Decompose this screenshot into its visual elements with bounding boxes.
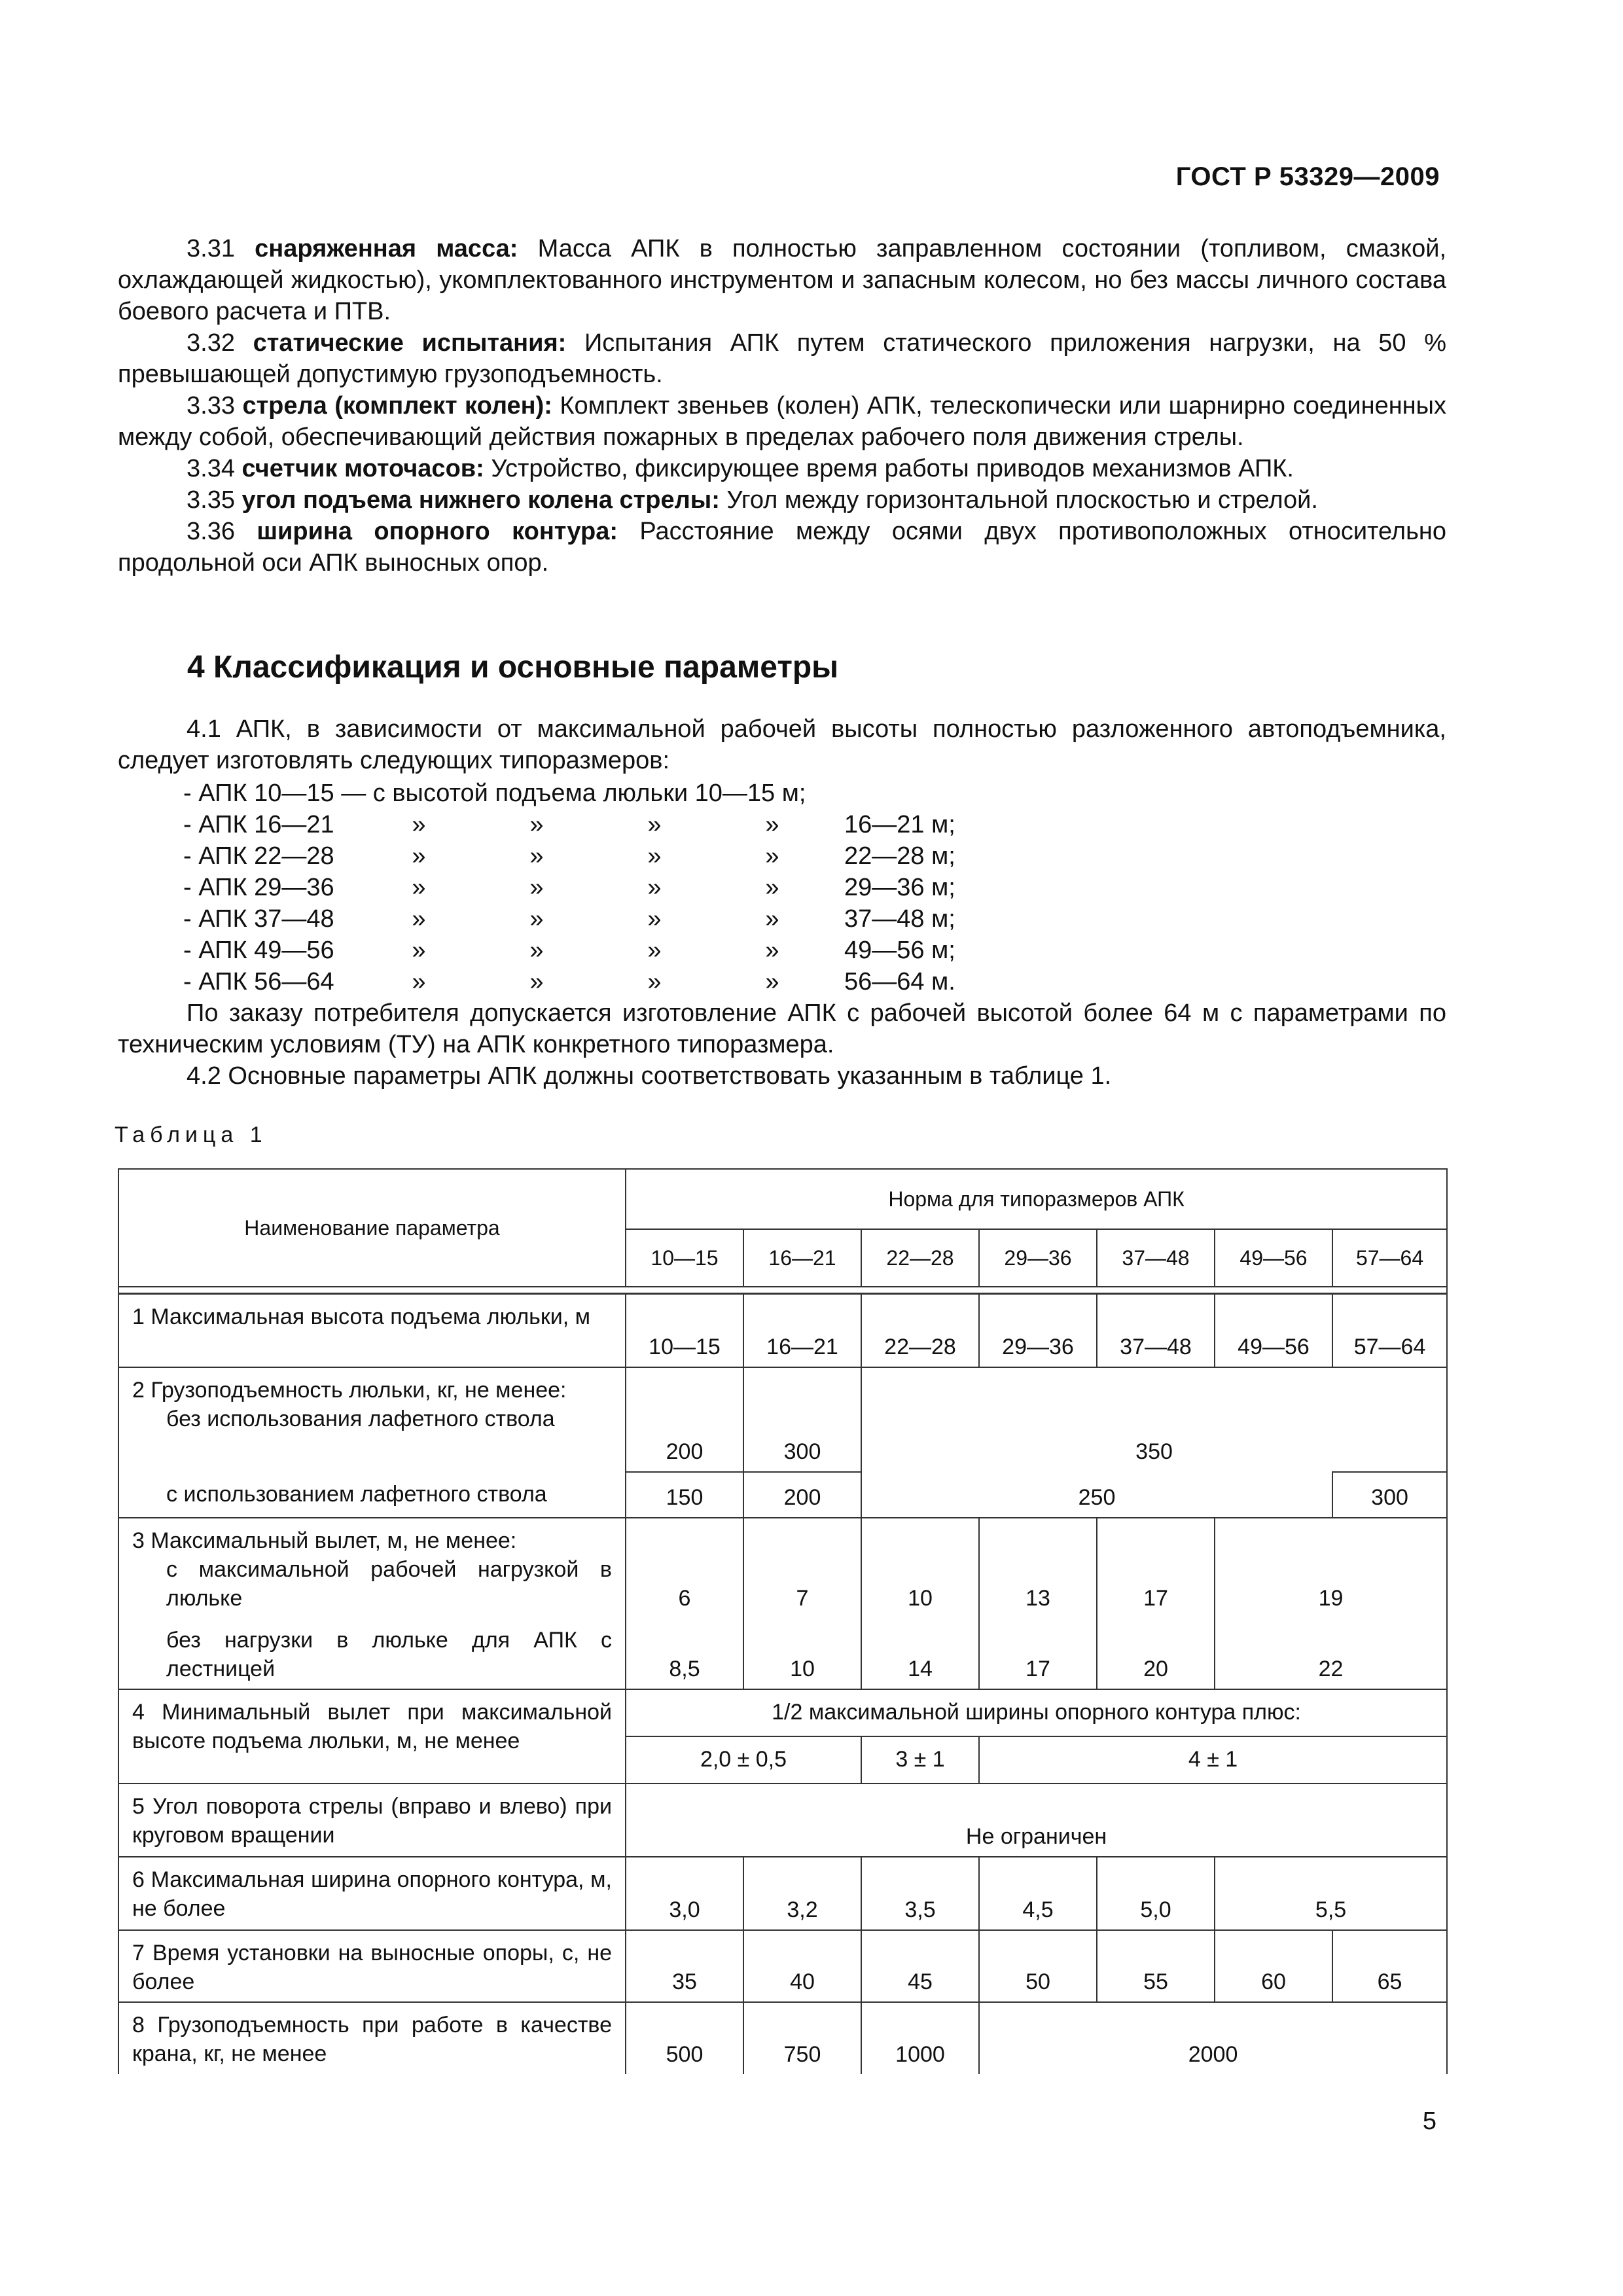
definition-term: снаряженная масса: [255, 235, 518, 262]
definition-text: Комплект звеньев (колен) АПК, телескопически или шарнирно соединенных между собой, обеспечивающий действия пожарных в пределах рабочего поля движения стрелы. [118, 392, 1446, 451]
ditto-mark: » [765, 874, 779, 901]
ditto-mark: » [765, 968, 779, 996]
table-cell: 750 [743, 2002, 861, 2074]
clause-4-1-text: 4.1 АПК, в зависимости от максимальной рабочей высоты полностью разложенного автоподъемника, следует изготовлять следующих типоразмеров: [118, 715, 1446, 774]
definition-text: Испытания АПК путем статического приложения нагрузки, на 50 % превышающей допустимую грузоподъемность. [118, 329, 1447, 388]
ditto-mark: » [765, 811, 779, 838]
definition-3-31 [118, 233, 1446, 327]
table-cell: 300 [743, 1367, 861, 1472]
row-subname: с максимальной рабочей нагрузкой в люльке [166, 1556, 612, 1611]
table-cell: 17 [1097, 1518, 1215, 1618]
definitions-block [118, 233, 1446, 579]
row-name-text: 3 Максимальный вылет, м, не менее: [132, 1528, 517, 1553]
definition-text: Угол между горизонтальной плоскостью и стрелой. [719, 486, 1318, 514]
row-name: 5 Угол поворота стрелы (вправо и влево) при круговом вращении [118, 1784, 626, 1857]
table-row [118, 2002, 1447, 2074]
row-subname: с использованием лафетного ствола [166, 1481, 547, 1507]
table-cell: 5,5 [1215, 1857, 1447, 1930]
row-name [118, 1618, 626, 1689]
document-code: ГОСТ Р 53329—2009 [1175, 162, 1440, 191]
clause-4-1 [118, 713, 1446, 776]
table-cell: 10—15 [626, 1294, 743, 1367]
ditto-mark: » [412, 937, 426, 964]
table-cell: 17 [979, 1618, 1097, 1689]
table-cell: 35 [626, 1930, 743, 2002]
header-norm: Норма для типоразмеров АПК [626, 1169, 1447, 1229]
list-item [183, 872, 955, 903]
list-item [183, 935, 955, 966]
table-cell: 50 [979, 1930, 1097, 2002]
row-name: 6 Максимальная ширина опорного контура, м, не более [118, 1857, 626, 1930]
header-size: 49—56 [1215, 1229, 1332, 1287]
table-row [118, 1472, 1447, 1518]
definition-term: статические испытания: [253, 329, 567, 357]
ditto-mark: » [412, 842, 426, 870]
table-cell: 7 [743, 1518, 861, 1618]
size-range: 16—21 м; [844, 811, 955, 838]
section-heading: 4 Классификация и основные параметры [187, 650, 839, 685]
table-cell: 350 [861, 1367, 1447, 1472]
ditto-mark: » [529, 811, 544, 838]
ditto-mark: » [647, 937, 662, 964]
table-cell: 19 [1215, 1518, 1447, 1618]
size-model: - АПК 16—21 [183, 811, 334, 838]
row-subname: без нагрузки в люльке для АПК с лестницей [166, 1627, 612, 1681]
ditto-mark: » [647, 905, 662, 933]
ditto-mark: » [529, 968, 544, 996]
size-model: - АПК 56—64 [183, 968, 334, 996]
table-row [118, 1857, 1447, 1930]
definition-text: Расстояние между осями двух противоположных относительно продольной оси АПК выносных опор. [118, 518, 1446, 577]
definition-number: 3.33 [187, 392, 235, 420]
table-cell: 37—48 [1097, 1294, 1215, 1367]
header-size: 10—15 [626, 1229, 743, 1287]
ditto-mark: » [647, 842, 662, 870]
header-size: 22—28 [861, 1229, 979, 1287]
table-cell: 5,0 [1097, 1857, 1215, 1930]
definition-number: 3.34 [187, 455, 235, 482]
definition-term: угол подъема нижнего колена стрелы: [241, 486, 720, 514]
ditto-mark: » [647, 811, 662, 838]
table-row [118, 1689, 1447, 1736]
table-cell: 40 [743, 1930, 861, 2002]
table-cell-note: 1/2 максимальной ширины опорного контура плюс: [626, 1689, 1447, 1736]
definition-number: 3.31 [187, 235, 235, 262]
header-separator [118, 1287, 1447, 1294]
ditto-mark: » [765, 842, 779, 870]
table-cell: 14 [861, 1618, 979, 1689]
table-cell: 3 ± 1 [861, 1736, 979, 1784]
size-model: - АПК 22—28 [183, 842, 334, 870]
size-list [183, 778, 955, 997]
table-row [118, 1618, 1447, 1689]
table-cell: 200 [743, 1472, 861, 1518]
table-cell: 2000 [979, 2002, 1447, 2074]
table-cell: 2,0 ± 0,5 [626, 1736, 861, 1784]
definition-number: 3.35 [187, 486, 235, 514]
header-size: 16—21 [743, 1229, 861, 1287]
table-cell: 150 [626, 1472, 743, 1518]
table-cell: Не ограничен [626, 1784, 1447, 1857]
definition-3-34 [118, 453, 1446, 484]
row-name-text: 2 Грузоподъемность люльки, кг, не менее: [132, 1377, 567, 1403]
table-cell: 4,5 [979, 1857, 1097, 1930]
definition-3-32 [118, 327, 1446, 390]
table-cell: 16—21 [743, 1294, 861, 1367]
size-item-first: - АПК 10—15 — с высотой подъема люльки 10—15 м; [183, 780, 806, 807]
list-item [183, 809, 955, 840]
order-note: По заказу потребителя допускается изготовление АПК с рабочей высотой более 64 м с параметрами по техническим условиям (ТУ) на АПК конкретного типоразмера. [118, 999, 1446, 1058]
ditto-mark: » [412, 905, 426, 933]
header-size: 29—36 [979, 1229, 1097, 1287]
table-cell: 22—28 [861, 1294, 979, 1367]
ditto-mark: » [765, 905, 779, 933]
row-name: 7 Время установки на выносные опоры, с, не более [118, 1930, 626, 2002]
list-item [183, 903, 955, 935]
parameters-table [118, 1168, 1448, 2074]
table-row [118, 1294, 1447, 1367]
ditto-mark: » [529, 937, 544, 964]
table-cell: 200 [626, 1367, 743, 1472]
table-row [118, 1518, 1447, 1618]
row-name: 4 Минимальный вылет при максимальной высоте подъема люльки, м, не менее [118, 1689, 626, 1784]
table-header-row [118, 1169, 1447, 1229]
table-cell: 10 [861, 1518, 979, 1618]
row-name: 1 Максимальная высота подъема люльки, м [118, 1294, 626, 1367]
size-range: 29—36 м; [844, 874, 955, 901]
table-cell: 3,0 [626, 1857, 743, 1930]
definition-term: ширина опорного контура: [257, 518, 618, 545]
size-range: 56—64 м. [844, 968, 955, 996]
table-row [118, 1367, 1447, 1472]
row-name: 8 Грузоподъемность при работе в качестве крана, кг, не менее [118, 2002, 626, 2074]
table-cell: 13 [979, 1518, 1097, 1618]
table-cell: 6 [626, 1518, 743, 1618]
ditto-mark: » [412, 968, 426, 996]
definition-number: 3.32 [187, 329, 235, 357]
size-range: 49—56 м; [844, 937, 955, 964]
table-cell: 20 [1097, 1618, 1215, 1689]
definition-3-36 [118, 516, 1446, 579]
clause-4-continued [118, 997, 1446, 1092]
table-row [118, 1784, 1447, 1857]
row-name [118, 1518, 626, 1618]
clause-4-2-text: 4.2 Основные параметры АПК должны соответствовать указанным в таблице 1. [187, 1062, 1112, 1090]
ditto-mark: » [529, 905, 544, 933]
size-model: - АПК 49—56 [183, 937, 334, 964]
row-name [118, 1472, 626, 1518]
header-parameter-name: Наименование параметра [118, 1169, 626, 1287]
definition-number: 3.36 [187, 518, 235, 545]
ditto-mark: » [529, 874, 544, 901]
table-cell: 250 [861, 1472, 1332, 1518]
list-item [183, 840, 955, 872]
definition-3-33 [118, 390, 1446, 453]
header-size: 37—48 [1097, 1229, 1215, 1287]
row-name [118, 1367, 626, 1472]
definition-term: счетчик моточасов: [241, 455, 484, 482]
table-cell: 45 [861, 1930, 979, 2002]
table-cell: 4 ± 1 [979, 1736, 1447, 1784]
table-cell: 10 [743, 1618, 861, 1689]
table-cell: 22 [1215, 1618, 1447, 1689]
header-size: 57—64 [1332, 1229, 1447, 1287]
table-cell: 57—64 [1332, 1294, 1447, 1367]
row-subname: без использования лафетного ствола [166, 1406, 555, 1431]
ditto-mark: » [412, 811, 426, 838]
size-range: 22—28 м; [844, 842, 955, 870]
size-model: - АПК 29—36 [183, 874, 334, 901]
size-range: 37—48 м; [844, 905, 955, 933]
ditto-mark: » [529, 842, 544, 870]
ditto-mark: » [765, 937, 779, 964]
list-item [183, 966, 955, 997]
table-cell: 55 [1097, 1930, 1215, 2002]
table-cell: 3,2 [743, 1857, 861, 1930]
definition-text: Масса АПК в полностью заправленном состоянии (топливом, смазкой, охлаждающей жидкостью), укомплектованного инструментом и запасным колесом, но без массы личного состава боевого расчета и ПТВ. [118, 235, 1446, 325]
definition-term: стрела (комплект колен): [242, 392, 552, 420]
table-cell: 3,5 [861, 1857, 979, 1930]
table-cell: 29—36 [979, 1294, 1097, 1367]
ditto-mark: » [647, 968, 662, 996]
table-caption: Таблица 1 [115, 1122, 268, 1147]
page-number: 5 [1422, 2108, 1436, 2135]
table-row [118, 1930, 1447, 2002]
list-item [183, 778, 955, 809]
definition-3-35 [118, 484, 1446, 516]
table-cell: 49—56 [1215, 1294, 1332, 1367]
definition-text: Устройство, фиксирующее время работы приводов механизмов АПК. [484, 455, 1294, 482]
size-model: - АПК 37—48 [183, 905, 334, 933]
table-cell: 300 [1332, 1472, 1447, 1518]
table-cell: 65 [1332, 1930, 1447, 2002]
ditto-mark: » [412, 874, 426, 901]
table-cell: 8,5 [626, 1618, 743, 1689]
table-cell: 1000 [861, 2002, 979, 2074]
table-cell: 500 [626, 2002, 743, 2074]
table-cell: 60 [1215, 1930, 1332, 2002]
ditto-mark: » [647, 874, 662, 901]
